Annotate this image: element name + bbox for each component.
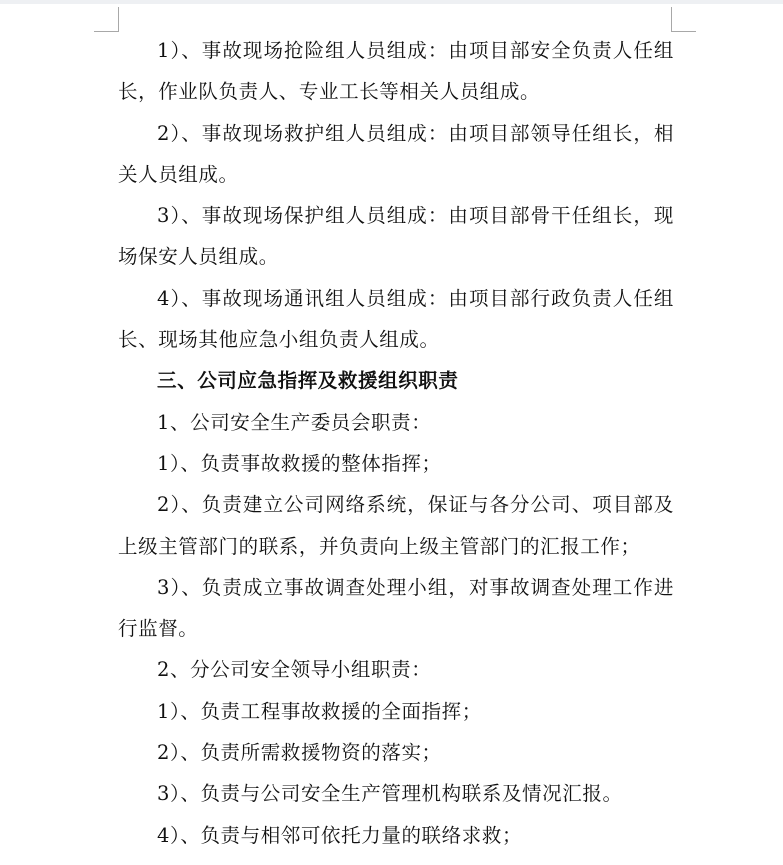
list-item: 3）、负责与公司安全生产管理机构联系及情况汇报。 bbox=[157, 782, 623, 806]
list-item: 1）、负责事故救援的整体指挥； bbox=[157, 451, 442, 475]
list-item: 1）、负责工程事故救援的全面指挥； bbox=[157, 699, 482, 723]
paragraph-rescue-team: 1）、事故现场抢险组人员组成：由项目部安全负责人任组长，作业队负责人、专业工长等相关人员组成。 bbox=[118, 39, 674, 104]
page-corner-mark-left bbox=[94, 7, 119, 32]
list-item: 2）、负责所需救援物资的落实； bbox=[157, 741, 442, 765]
paragraph-branch-leadership: 2、分公司安全领导小组职责： bbox=[157, 658, 432, 682]
paragraph-protection-team: 3）、事故现场保护组人员组成：由项目部骨干任组长，现场保安人员组成。 bbox=[118, 204, 674, 269]
list-item: 3）、负责成立事故调查处理小组，对事故调查处理工作进行监督。 bbox=[118, 575, 674, 641]
window-top-edge bbox=[0, 0, 783, 4]
page-corner-mark-right bbox=[671, 7, 696, 32]
paragraph-communication-team: 4）、事故现场通讯组人员组成：由项目部行政负责人任组长、现场其他应急小组负责人组成。 bbox=[118, 286, 674, 352]
paragraph-medical-team: 2）、事故现场救护组人员组成：由项目部领导任组长，相关人员组成。 bbox=[118, 121, 674, 186]
section-heading: 三、公司应急指挥及救援组织职责 bbox=[157, 369, 459, 393]
list-item: 2）、负责建立公司网络系统，保证与各分公司、项目部及上级主管部门的联系，并负责向上级主管部门的汇报工作； bbox=[118, 493, 674, 558]
list-item: 4）、负责与相邻可依托力量的联络求救； bbox=[157, 823, 523, 847]
document-page[interactable] bbox=[118, 30, 674, 856]
paragraph-safety-committee: 1、公司安全生产委员会职责： bbox=[157, 410, 432, 434]
